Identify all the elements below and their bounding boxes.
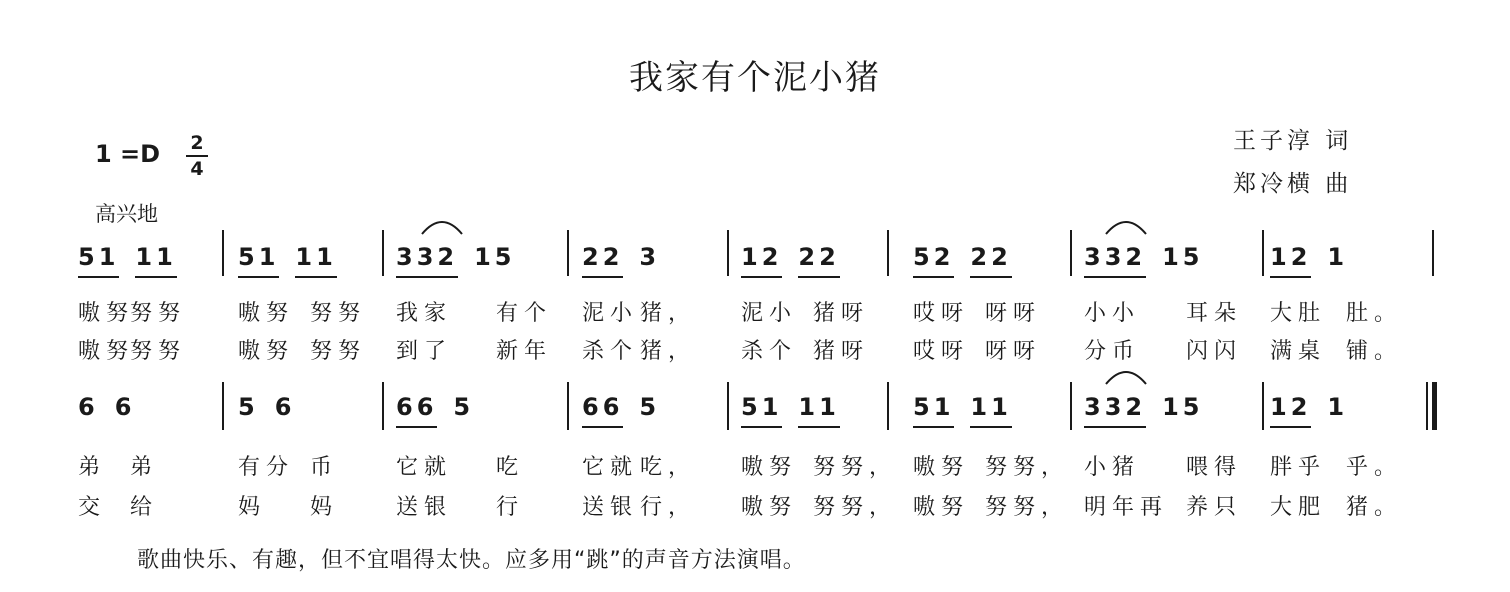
measure bbox=[741, 386, 840, 428]
beat: 22 bbox=[970, 236, 1011, 278]
lyric-syllable: 吃 bbox=[496, 455, 525, 480]
lyric-syllable: 努努， bbox=[985, 455, 1070, 480]
measure bbox=[582, 236, 660, 278]
beat: 51 bbox=[741, 386, 782, 428]
beat: 11 bbox=[295, 236, 336, 278]
lyric-syllable: 铺。 bbox=[1346, 339, 1403, 364]
beat: 5 bbox=[453, 393, 475, 421]
lyric-syllable: 努努， bbox=[813, 455, 898, 480]
beat: 12 bbox=[1270, 236, 1311, 278]
lyric-syllable: 送银 bbox=[582, 495, 639, 520]
song-title: 我家有个泥小猪 bbox=[629, 58, 881, 98]
lyric-syllable: 嗷努 bbox=[913, 455, 970, 480]
time-signature-top: 2 bbox=[190, 132, 204, 154]
lyric-syllable: 肚。 bbox=[1346, 301, 1403, 326]
lyric-syllable: 猪。 bbox=[1346, 495, 1403, 520]
slur-arc bbox=[1104, 216, 1148, 236]
lyric-syllable: 哎呀 bbox=[913, 339, 970, 364]
lyric-syllable: 它就 bbox=[582, 455, 639, 480]
lyric-syllable: 嗷努 bbox=[913, 495, 970, 520]
lyric-syllable: 哎呀 bbox=[913, 301, 970, 326]
lyric-syllable: 泥小 bbox=[582, 301, 639, 326]
measure bbox=[78, 236, 177, 278]
measure bbox=[1084, 236, 1204, 278]
lyric-syllable: 分币 bbox=[1084, 339, 1141, 364]
lyric-syllable: 送银 bbox=[396, 495, 453, 520]
measure bbox=[1084, 386, 1204, 428]
beat: 11 bbox=[970, 386, 1011, 428]
beat: 332 bbox=[1084, 386, 1146, 428]
lyric-syllable: 吃， bbox=[640, 455, 697, 480]
barline bbox=[1432, 230, 1434, 276]
lyric-syllable: 泥小 bbox=[741, 301, 798, 326]
barline bbox=[567, 382, 569, 430]
measure bbox=[396, 386, 474, 428]
barline bbox=[727, 230, 729, 276]
barline bbox=[727, 382, 729, 430]
beat: 6 bbox=[274, 393, 296, 421]
lyricist-credit: 王子淳 词 bbox=[1233, 128, 1353, 154]
beat: 66 bbox=[582, 386, 623, 428]
beat: 3 bbox=[639, 243, 661, 271]
lyric-syllable: 小小 bbox=[1084, 301, 1141, 326]
lyric-syllable: 有分 bbox=[238, 455, 295, 480]
measure bbox=[238, 386, 295, 428]
beat: 52 bbox=[913, 236, 954, 278]
lyric-syllable: 到了 bbox=[396, 339, 453, 364]
lyric-syllable: 努努 bbox=[310, 301, 367, 326]
beat: 15 bbox=[474, 243, 516, 271]
tempo-marking: 高兴地 bbox=[95, 202, 158, 226]
beat: 15 bbox=[1162, 243, 1204, 271]
lyric-syllable: 呀呀 bbox=[985, 301, 1042, 326]
lyric-syllable: 弟 bbox=[130, 455, 159, 480]
time-signature bbox=[186, 132, 208, 180]
lyric-syllable: 交 bbox=[78, 495, 107, 520]
beat: 15 bbox=[1162, 393, 1204, 421]
lyric-syllable: 它就 bbox=[396, 455, 453, 480]
lyric-syllable: 小猪 bbox=[1084, 455, 1141, 480]
lyric-syllable: 明年再 bbox=[1084, 495, 1169, 520]
beat: 332 bbox=[396, 236, 458, 278]
measure bbox=[913, 236, 1012, 278]
lyric-syllable: 呀呀 bbox=[985, 339, 1042, 364]
lyric-syllable: 弟 bbox=[78, 455, 107, 480]
time-signature-bottom: 4 bbox=[190, 158, 204, 180]
slur-arc bbox=[420, 216, 464, 236]
barline bbox=[1070, 382, 1072, 430]
beat: 22 bbox=[798, 236, 839, 278]
barline bbox=[1262, 230, 1264, 276]
lyric-syllable: 猪， bbox=[640, 339, 697, 364]
barline bbox=[222, 382, 224, 430]
lyric-syllable: 嗷努 bbox=[238, 339, 295, 364]
slur-arc bbox=[1104, 366, 1148, 386]
lyric-syllable: 行， bbox=[640, 495, 697, 520]
barline bbox=[1262, 382, 1264, 430]
measure bbox=[238, 236, 337, 278]
measure bbox=[741, 236, 840, 278]
lyric-syllable: 大肚 bbox=[1270, 301, 1327, 326]
lyric-syllable: 努努 bbox=[310, 339, 367, 364]
beat: 51 bbox=[78, 236, 119, 278]
barline bbox=[887, 382, 889, 430]
beat: 1 bbox=[1327, 243, 1349, 271]
lyric-syllable: 闪闪 bbox=[1186, 339, 1243, 364]
beat: 51 bbox=[913, 386, 954, 428]
beat: 6 bbox=[114, 393, 136, 421]
measure bbox=[582, 386, 660, 428]
barline bbox=[382, 382, 384, 430]
lyric-syllable: 耳朵 bbox=[1186, 301, 1243, 326]
lyric-syllable: 新年 bbox=[496, 339, 553, 364]
lyric-syllable: 嗷努 bbox=[741, 495, 798, 520]
measure bbox=[396, 236, 516, 278]
beat: 22 bbox=[582, 236, 623, 278]
beat: 66 bbox=[396, 386, 437, 428]
lyric-syllable: 努努 bbox=[130, 301, 187, 326]
lyric-syllable: 胖乎 bbox=[1270, 455, 1327, 480]
time-signature-bar bbox=[186, 155, 208, 157]
lyric-syllable: 猪呀 bbox=[813, 301, 870, 326]
beat: 5 bbox=[639, 393, 661, 421]
composer-credit: 郑冷横 曲 bbox=[1233, 171, 1353, 197]
lyric-syllable: 喂得 bbox=[1186, 455, 1243, 480]
lyric-syllable: 大肥 bbox=[1270, 495, 1327, 520]
beat: 332 bbox=[1084, 236, 1146, 278]
lyric-syllable: 养只 bbox=[1186, 495, 1243, 520]
beat: 51 bbox=[238, 236, 279, 278]
lyric-syllable: 杀个 bbox=[741, 339, 798, 364]
performance-note: 歌曲快乐、有趣，但不宜唱得太快。应多用“跳”的声音方法演唱。 bbox=[137, 548, 806, 573]
lyric-syllable: 猪呀 bbox=[813, 339, 870, 364]
barline bbox=[1426, 382, 1428, 430]
lyric-syllable: 乎。 bbox=[1346, 455, 1403, 480]
lyric-syllable: 给 bbox=[130, 495, 159, 520]
barline bbox=[222, 230, 224, 276]
beat: 5 bbox=[238, 393, 259, 421]
lyric-syllable: 猪， bbox=[640, 301, 697, 326]
beat: 11 bbox=[135, 236, 176, 278]
lyric-syllable: 努努， bbox=[985, 495, 1070, 520]
barline bbox=[567, 230, 569, 276]
lyric-syllable: 行 bbox=[496, 495, 525, 520]
measure bbox=[1270, 386, 1348, 428]
barline bbox=[887, 230, 889, 276]
barline bbox=[1070, 230, 1072, 276]
beat: 11 bbox=[798, 386, 839, 428]
measure bbox=[1270, 236, 1348, 278]
lyric-syllable: 嗷努 bbox=[741, 455, 798, 480]
lyric-syllable: 嗷努 bbox=[238, 301, 295, 326]
lyric-syllable: 我家 bbox=[396, 301, 453, 326]
barline bbox=[1432, 382, 1437, 430]
barline bbox=[382, 230, 384, 276]
lyric-syllable: 嗷努 bbox=[78, 301, 135, 326]
measure bbox=[913, 386, 1012, 428]
beat: 1 bbox=[1327, 393, 1349, 421]
lyric-syllable: 币 bbox=[310, 455, 339, 480]
lyric-syllable: 嗷努 bbox=[78, 339, 135, 364]
beat: 12 bbox=[1270, 386, 1311, 428]
beat: 12 bbox=[741, 236, 782, 278]
key-signature: 1 =D bbox=[95, 140, 161, 168]
lyric-syllable: 妈 bbox=[310, 495, 339, 520]
lyric-syllable: 努努 bbox=[130, 339, 187, 364]
lyric-syllable: 满桌 bbox=[1270, 339, 1327, 364]
lyric-syllable: 有个 bbox=[496, 301, 553, 326]
beat: 6 bbox=[78, 393, 99, 421]
lyric-syllable: 杀个 bbox=[582, 339, 639, 364]
measure bbox=[78, 386, 135, 428]
lyric-syllable: 妈 bbox=[238, 495, 267, 520]
lyric-syllable: 努努， bbox=[813, 495, 898, 520]
